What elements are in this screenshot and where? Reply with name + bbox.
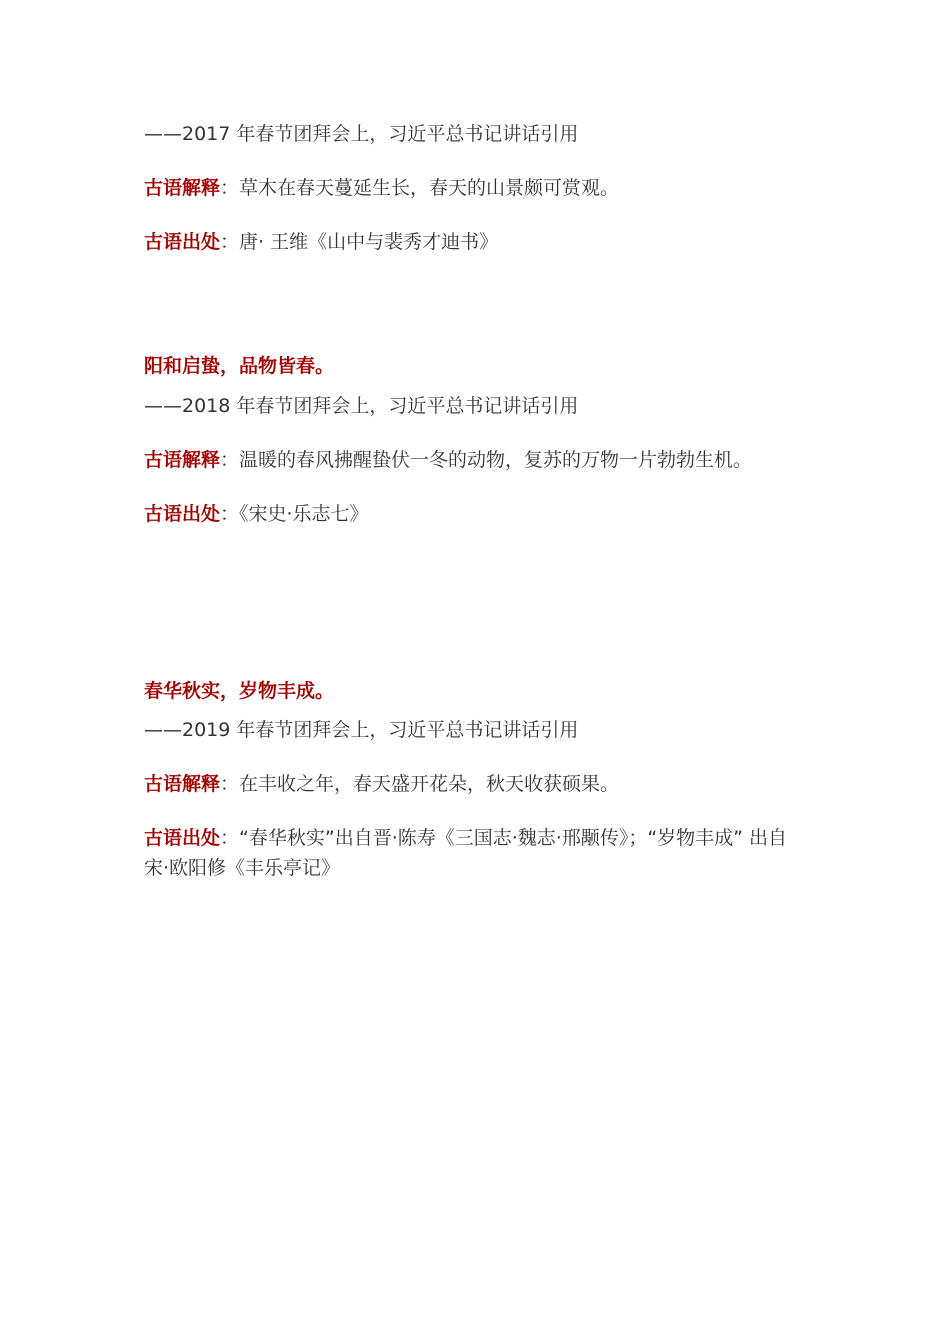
- explanation-2018: [144, 447, 752, 473]
- explanation-label: 古语解释: [144, 449, 221, 471]
- quote-2018: 阳和启蛰，品物皆春。: [144, 355, 335, 377]
- explanation-text: ：草木在春天蔓延生长，春天的山景颇可赏观。: [220, 177, 620, 199]
- explanation-text: ：在丰收之年，春天盛开花朵，秋天收获硕果。: [220, 773, 620, 795]
- explanation-label: 古语解释: [144, 773, 221, 795]
- origin-label: 古语出处: [144, 503, 221, 525]
- explanation-label: 古语解释: [144, 177, 221, 199]
- origin-2019: [144, 823, 804, 883]
- explanation-2019: [144, 771, 619, 797]
- source-line-2017: ——2017 年春节团拜会上，习近平总书记讲话引用: [144, 123, 579, 145]
- origin-2018: [144, 501, 369, 527]
- origin-text: ：“春华秋实”出自晋·陈寿《三国志·魏志·邢颙传》；“岁物丰成” 出自宋·欧阳修《丰乐亭记》: [144, 827, 788, 879]
- source-line-2019: ——2019 年春节团拜会上，习近平总书记讲话引用: [144, 719, 579, 741]
- explanation-text: ：温暖的春风拂醒蛰伏一冬的动物，复苏的万物一片勃勃生机。: [220, 449, 753, 471]
- origin-text: ：唐· 王维《山中与裴秀才迪书》: [220, 231, 499, 253]
- origin-label: 古语出处: [144, 827, 221, 849]
- origin-label: 古语出处: [144, 231, 221, 253]
- origin-2017: [144, 229, 498, 255]
- explanation-2017: [144, 175, 619, 201]
- source-line-2018: ——2018 年春节团拜会上，习近平总书记讲话引用: [144, 395, 579, 417]
- origin-text: ：《宋史·乐志七》: [220, 503, 369, 525]
- quote-2019: 春华秋实，岁物丰成。: [144, 680, 335, 702]
